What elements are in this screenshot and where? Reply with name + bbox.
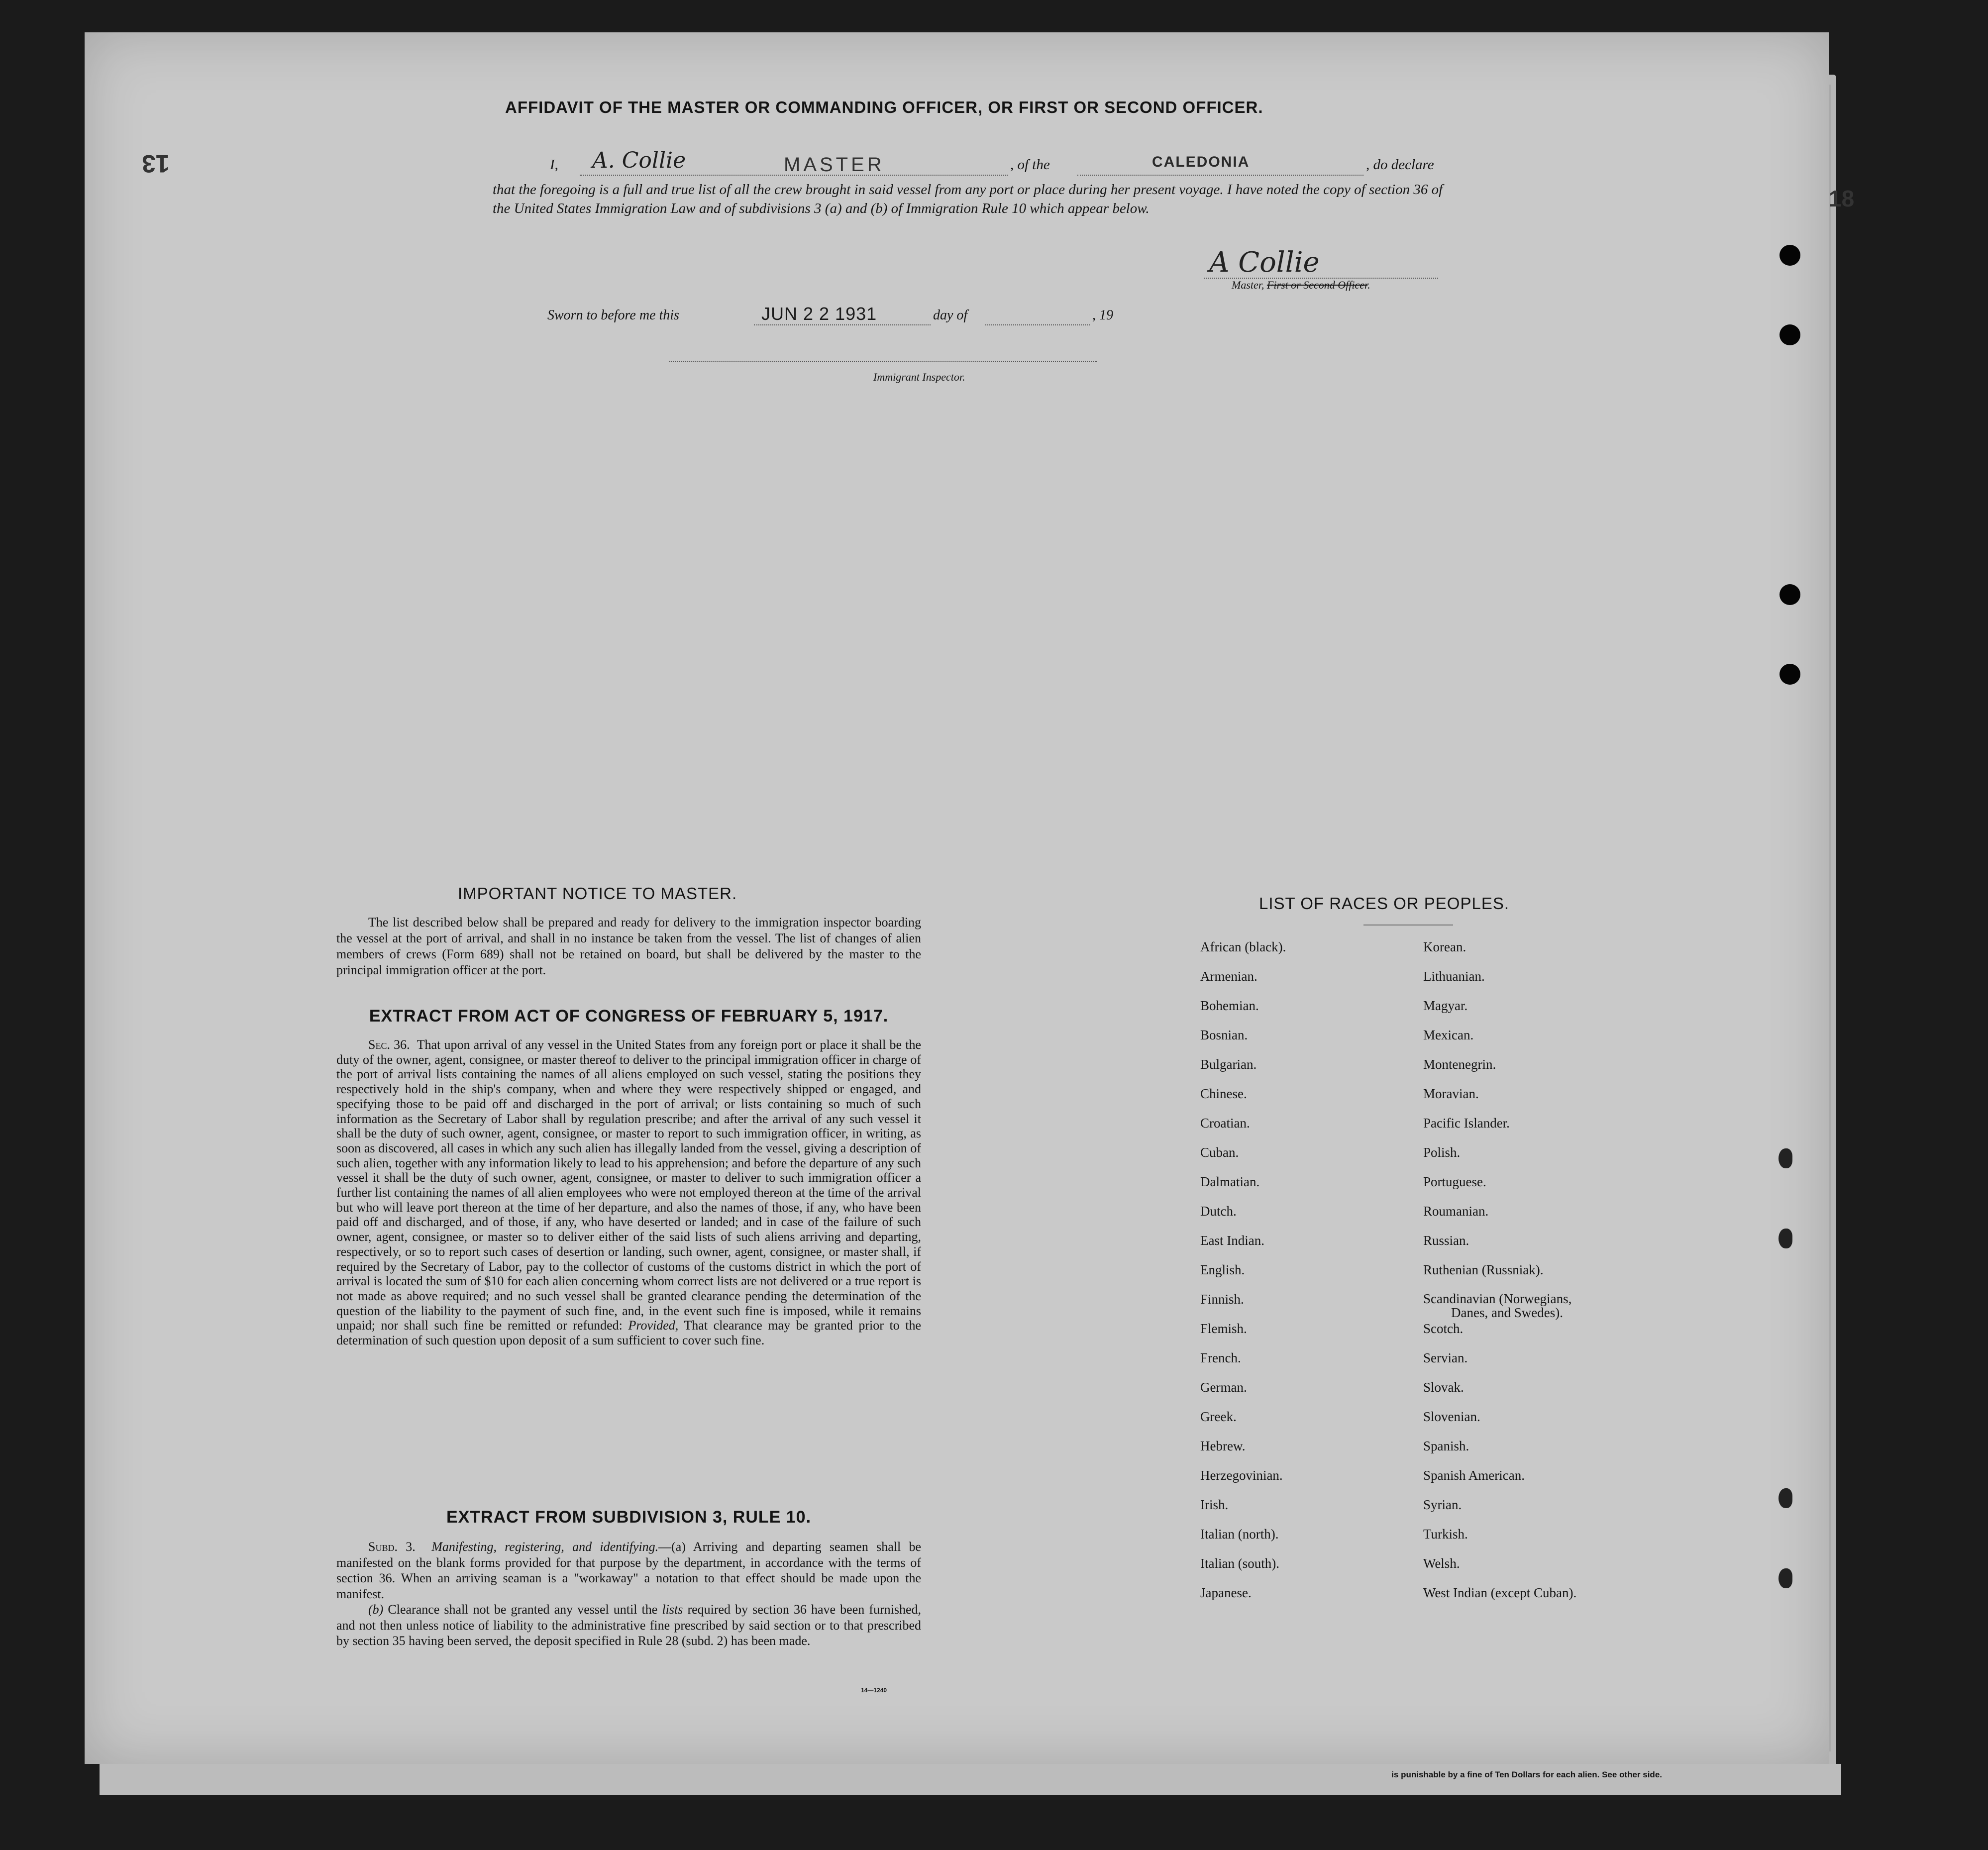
races-left-column <box>1200 939 1286 1615</box>
do-declare-label: , do declare <box>1366 157 1434 173</box>
provided-word: Provided, <box>628 1318 679 1333</box>
race-item: Servian. <box>1423 1350 1468 1365</box>
race-item: Montenegrin. <box>1423 1057 1496 1072</box>
paragraph-a-body: —(a) Arriving and departing seamen shall be manifested on the blank forms provided for that purpose by the department, in accordance with the terms of section 36. When an arriving seaman is a "workaway" a notation to that effect should be made upon the manifest. <box>336 1540 921 1601</box>
section-36-end: That clearance may be granted prior to the determination of such question upon deposit of a sum sufficient to cover such fine. <box>336 1318 922 1348</box>
race-item: Cuban. <box>1200 1145 1239 1160</box>
race-item: Japanese. <box>1200 1585 1252 1600</box>
inspector-label: Immigrant Inspector. <box>873 371 965 383</box>
rule-extract-title: EXTRACT FROM SUBDIVISION 3, RULE 10. <box>446 1508 812 1527</box>
race-item: Chinese. <box>1200 1086 1247 1101</box>
section-label: Sec. 36. <box>368 1037 410 1052</box>
master-signature: A Collie <box>1209 246 1320 279</box>
race-item: Dalmatian. <box>1200 1174 1260 1189</box>
day-of-label: day of <box>933 308 968 323</box>
declaration-line <box>550 148 1456 177</box>
race-item: Armenian. <box>1200 969 1257 984</box>
subdivision-3-text <box>336 1539 921 1649</box>
race-item: Croatian. <box>1200 1116 1250 1131</box>
race-item: Polish. <box>1423 1145 1461 1160</box>
race-item: Hebrew. <box>1200 1439 1246 1453</box>
struck-officer-label: First or Second Officer <box>1266 279 1368 291</box>
race-item: Herzegovinian. <box>1200 1468 1283 1483</box>
master-label-suffix: . <box>1367 279 1370 291</box>
race-item: Ruthenian (Russniak). <box>1423 1262 1544 1277</box>
affidavit-body: that the foregoing is a full and true list of all the crew brought in said vessel from any port or place during her present voyage. I have noted the copy of section 36 of the United States Immigration Law and of subdivisions 3 (a) and (b) of Immigration Rule 10 which appear below. <box>493 182 1443 216</box>
race-item: Korean. <box>1423 939 1466 954</box>
subd-label: Subd. 3. <box>368 1540 416 1554</box>
race-item: Spanish. <box>1423 1439 1469 1453</box>
race-item: Lithuanian. <box>1423 969 1485 984</box>
bottom-note: is punishable by a fine of Ten Dollars for each alien. See other side. <box>1391 1770 1662 1779</box>
race-item: Irish. <box>1200 1497 1229 1512</box>
fill-line <box>1077 174 1363 176</box>
race-item: West Indian (except Cuban). <box>1423 1585 1577 1600</box>
races-right-column <box>1423 939 1576 1615</box>
notice-title: IMPORTANT NOTICE TO MASTER. <box>458 884 737 903</box>
race-item: Welsh. <box>1423 1556 1460 1571</box>
race-item: Russian. <box>1423 1233 1469 1248</box>
race-item: Finnish. <box>1200 1292 1244 1307</box>
race-item: Italian (south). <box>1200 1556 1279 1571</box>
declarant-name: A. Collie <box>592 148 686 173</box>
paragraph-b-label: (b) <box>368 1602 384 1617</box>
master-label-prefix: Master, <box>1232 279 1264 291</box>
race-item: Bulgarian. <box>1200 1057 1257 1072</box>
binder-hole <box>1779 245 1800 266</box>
paragraph-b-pre: Clearance shall not be granted any vessel until the <box>388 1602 658 1617</box>
master-label <box>1232 279 1370 292</box>
race-item: Spanish American. <box>1423 1468 1525 1483</box>
subd-heading: Manifesting, registering, and identifying. <box>431 1540 659 1554</box>
year-label: , 19 <box>1092 308 1113 323</box>
bottom-strip <box>100 1764 1841 1795</box>
binder-hole <box>1779 1568 1792 1588</box>
paragraph-b-post: required by section 36 have been furnished, and not then unless notice of liability to the administrative fine prescribed by said section or to that prescribed by section 35 having been served, the deposit specified in Rule 28 (subd. 2) has been made. <box>336 1602 922 1648</box>
declaration-i: I, <box>550 157 558 173</box>
of-the-label: , of the <box>1010 157 1050 173</box>
race-item: English. <box>1200 1262 1245 1277</box>
binder-hole <box>1779 1148 1792 1168</box>
race-item: Turkish. <box>1423 1527 1468 1542</box>
inspector-signature-line <box>669 360 1097 362</box>
race-item: Syrian. <box>1423 1497 1462 1512</box>
affidavit-title: AFFIDAVIT OF THE MASTER OR COMMANDING OFFICER, OR FIRST OR SECOND OFFICER. <box>505 98 1263 116</box>
binder-hole <box>1779 1488 1792 1508</box>
race-item: Slovak. <box>1423 1380 1464 1395</box>
race-item: East Indian. <box>1200 1233 1264 1248</box>
sworn-text: Sworn to before me this <box>547 308 679 323</box>
act-extract-title: EXTRACT FROM ACT OF CONGRESS OF FEBRUARY 5, 1917. <box>369 1007 889 1026</box>
paragraph-b <box>336 1602 921 1649</box>
race-item: Greek. <box>1200 1409 1237 1424</box>
race-item-scandinavian <box>1423 1292 1576 1321</box>
declarant-rank: MASTER <box>784 154 885 176</box>
date-stamp: JUN 2 2 1931 <box>761 304 877 324</box>
sworn-line <box>547 305 1145 329</box>
fill-line <box>754 323 931 325</box>
race-item: Flemish. <box>1200 1321 1247 1336</box>
races-title: LIST OF RACES OR PEOPLES. <box>1259 894 1510 913</box>
race-item: French. <box>1200 1350 1241 1365</box>
race-item: Magyar. <box>1423 998 1468 1013</box>
binder-hole <box>1779 584 1800 605</box>
race-item: African (black). <box>1200 939 1286 954</box>
race-item: Scandinavian (Norwegians, <box>1423 1291 1572 1306</box>
section-36-text <box>336 1037 921 1348</box>
fill-line <box>985 323 1090 325</box>
binder-hole <box>1779 324 1800 345</box>
section-36-body: That upon arrival of any vessel in the United States from any foreign port or place it shall be the duty of the owner, agent, consignee, or master thereof to deliver to the principal immigration officer in charge of the port of arrival lists containing the names of all aliens employed on such vessel, stating the positions they respectively hold in the ship's company, when and where they were respectively shipped or engaged, and specifying those to be paid off and discharged in the port of arrival; or lists containing so much of such information as the Secretary of Labor shall by regulation prescribe; and after the arrival of any such vessel it shall be the duty of such owner, agent, consignee, or master to report to such immigration officer, in writing, as soon as discovered, all cases in which any such alien has illegally landed from the vessel, giving a description of such alien, together with any information likely to lead to his apprehension; and before the departure of any such vessel it shall be the duty of such owner, agent, consignee, or master to deliver to such immigration officer a further list containing the names of all alien employees who were not employed thereon at the time of the arrival but who will leave port thereon at the time of her departure, and also the names of those, if any, who have been paid off and discharged, and of those, if any, who have deserted or landed; and in case of the failure of such owner, agent, consignee, or master so to deliver either of the said lists of such aliens arriving and departing, respectively, or so to report such cases of desertion or landing, such owner, agent, consignee, or master shall, if required by the Secretary of Labor, pay to the collector of customs of the customs district in which the port of arrival is located the sum of $10 for each alien concerning whom correct lists are not delivered or a true report is not made as above required; and no such vessel shall be granted clearance pending the determination of the question of the liability to the payment of such fine, and, in the event such fine is imposed, while it remains unpaid; nor shall such fine be remitted or refunded: <box>336 1037 922 1333</box>
race-item: Moravian. <box>1423 1086 1479 1101</box>
race-item: Bosnian. <box>1200 1028 1248 1042</box>
race-item: Pacific Islander. <box>1423 1116 1510 1131</box>
notice-body: The list described below shall be prepared and ready for delivery to the immigration inspector boarding the vessel at the port of arrival, and shall in no instance be taken from the vessel. The list of changes of alien members of crews (Form 689) shall not be retained on board, but shall be delivered by the master to the principal immigration officer at the port. <box>336 915 921 977</box>
binder-hole <box>1779 1229 1792 1248</box>
race-item: Scotch. <box>1423 1321 1464 1336</box>
vessel-name: CALEDONIA <box>1152 154 1250 170</box>
race-item: Mexican. <box>1423 1028 1474 1042</box>
race-item-continuation: Danes, and Swedes). <box>1451 1305 1563 1320</box>
race-item: Roumanian. <box>1423 1204 1489 1219</box>
race-item: German. <box>1200 1380 1247 1395</box>
paragraph-b-lists: lists <box>662 1602 683 1617</box>
race-item: Portuguese. <box>1423 1174 1486 1189</box>
paragraph-a <box>336 1539 921 1602</box>
left-margin-mark: 13 <box>142 150 170 178</box>
race-item: Slovenian. <box>1423 1409 1480 1424</box>
race-item: Bohemian. <box>1200 998 1259 1013</box>
page-number: 18 <box>1829 186 1855 211</box>
form-number: 14—1240 <box>861 1687 887 1694</box>
race-item: Italian (north). <box>1200 1527 1279 1542</box>
race-item: Dutch. <box>1200 1204 1237 1219</box>
binder-hole <box>1779 664 1800 685</box>
